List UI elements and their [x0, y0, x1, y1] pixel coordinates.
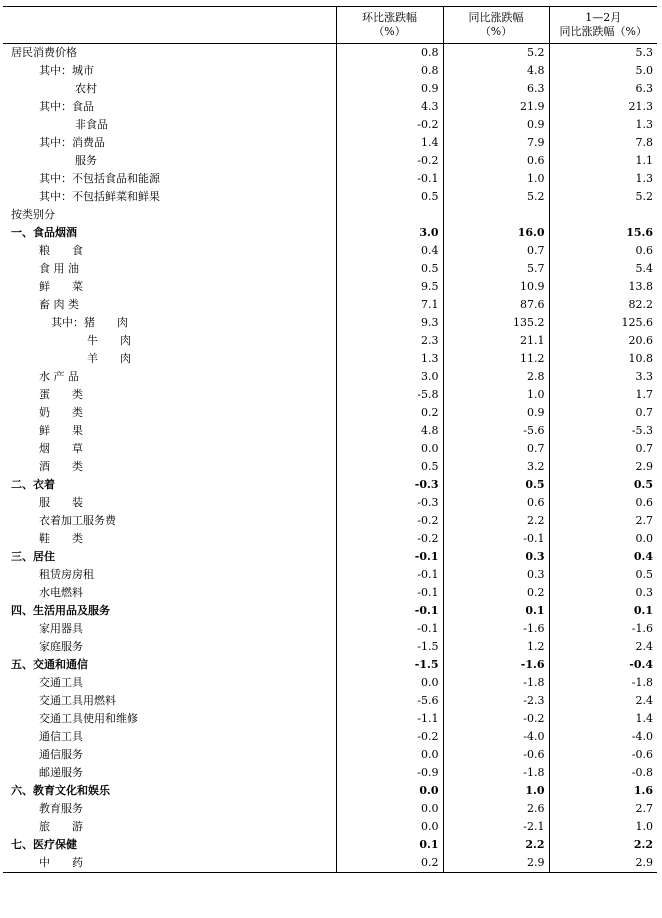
row-label-text: 粮 食: [39, 244, 83, 257]
mom-value: 1.3: [336, 350, 443, 368]
yoy-value: 1.0: [443, 782, 549, 800]
row-label-text: 蛋 类: [39, 388, 83, 401]
header-ytd: [549, 7, 657, 44]
row-label: [3, 350, 336, 368]
mom-value: -0.2: [336, 728, 443, 746]
row-label-text: 一、食品烟酒: [11, 226, 77, 239]
table-row: [3, 404, 657, 422]
row-label: [3, 476, 336, 494]
mom-value: 7.1: [336, 296, 443, 314]
table-row: [3, 584, 657, 602]
row-label: [3, 260, 336, 278]
mom-value: -0.2: [336, 116, 443, 134]
mom-value: 9.3: [336, 314, 443, 332]
yoy-value: 0.3: [443, 548, 549, 566]
yoy-value: 16.0: [443, 224, 549, 242]
mom-value: 0.0: [336, 800, 443, 818]
mom-value: 0.2: [336, 404, 443, 422]
mom-value: 0.0: [336, 818, 443, 836]
mom-value: 0.5: [336, 260, 443, 278]
mom-value: 0.2: [336, 854, 443, 873]
ytd-value: 0.6: [549, 494, 657, 512]
yoy-value: 0.6: [443, 494, 549, 512]
ytd-value: 5.3: [549, 44, 657, 63]
yoy-value: 2.6: [443, 800, 549, 818]
table-row: [3, 260, 657, 278]
mom-value: -0.3: [336, 476, 443, 494]
table-row: [3, 476, 657, 494]
yoy-value: 0.3: [443, 566, 549, 584]
row-label: [3, 818, 336, 836]
mom-value: 0.0: [336, 782, 443, 800]
mom-value: -0.2: [336, 512, 443, 530]
ytd-value: 6.3: [549, 80, 657, 98]
ytd-value: 82.2: [549, 296, 657, 314]
table-row: [3, 512, 657, 530]
row-label-text: 水 产 品: [39, 370, 79, 383]
mom-value: -0.3: [336, 494, 443, 512]
row-label-text: 按类别分: [11, 208, 55, 221]
yoy-value: 0.9: [443, 404, 549, 422]
yoy-value: 1.0: [443, 386, 549, 404]
row-label-text: 六、教育文化和娱乐: [11, 784, 110, 797]
row-label: [3, 206, 336, 224]
ytd-value: -0.4: [549, 656, 657, 674]
row-label: [3, 386, 336, 404]
row-label: [3, 368, 336, 386]
row-label: [3, 134, 336, 152]
ytd-value: -4.0: [549, 728, 657, 746]
row-label-text: 四、生活用品及服务: [11, 604, 110, 617]
row-label-text: 家庭服务: [39, 640, 83, 653]
ytd-value: -0.8: [549, 764, 657, 782]
row-label-text: 中 药: [39, 856, 83, 869]
table-row: [3, 854, 657, 873]
mom-value: -0.1: [336, 584, 443, 602]
row-label-text: 交通工具用燃料: [39, 694, 116, 707]
table-row: [3, 314, 657, 332]
header-ytd-line2: 同比涨跌幅（%）: [559, 25, 647, 38]
ytd-value: -1.8: [549, 674, 657, 692]
row-label-text: 鞋 类: [39, 532, 83, 545]
mom-value: -0.1: [336, 170, 443, 188]
table-row: [3, 116, 657, 134]
mom-value: 0.9: [336, 80, 443, 98]
ytd-value: 7.8: [549, 134, 657, 152]
row-label: [3, 656, 336, 674]
table-row: [3, 494, 657, 512]
row-label-text: 其中：食品: [39, 100, 94, 113]
row-label: [3, 188, 336, 206]
row-label-text: 其中：不包括食品和能源: [39, 172, 160, 185]
ytd-value: -5.3: [549, 422, 657, 440]
yoy-value: -0.6: [443, 746, 549, 764]
ytd-value: 0.7: [549, 440, 657, 458]
ytd-value: 2.7: [549, 512, 657, 530]
yoy-value: 3.2: [443, 458, 549, 476]
row-label: [3, 764, 336, 782]
table-row: [3, 656, 657, 674]
row-label: [3, 116, 336, 134]
row-label-text: 服务: [75, 154, 97, 167]
row-label-text: 三、居住: [11, 550, 55, 563]
table-row: [3, 746, 657, 764]
table-row: [3, 530, 657, 548]
yoy-value: [443, 206, 549, 224]
ytd-value: 1.0: [549, 818, 657, 836]
yoy-value: 2.8: [443, 368, 549, 386]
mom-value: 0.4: [336, 242, 443, 260]
table-row: [3, 602, 657, 620]
row-label-text: 非食品: [75, 118, 108, 131]
ytd-value: 10.8: [549, 350, 657, 368]
table-row: [3, 80, 657, 98]
mom-value: 1.4: [336, 134, 443, 152]
yoy-value: 21.9: [443, 98, 549, 116]
row-label: [3, 80, 336, 98]
table-row: [3, 692, 657, 710]
row-label-text: 旅 游: [39, 820, 83, 833]
yoy-value: 0.5: [443, 476, 549, 494]
row-label: [3, 242, 336, 260]
row-label: [3, 494, 336, 512]
yoy-value: 0.7: [443, 440, 549, 458]
row-label-text: 水电燃料: [39, 586, 83, 599]
row-label: [3, 440, 336, 458]
table-header: [3, 7, 657, 44]
row-label-text: 居民消费价格: [11, 46, 77, 59]
yoy-value: 0.1: [443, 602, 549, 620]
table-row: [3, 566, 657, 584]
yoy-value: -1.6: [443, 656, 549, 674]
row-label: [3, 602, 336, 620]
row-label: [3, 692, 336, 710]
row-label: [3, 98, 336, 116]
yoy-value: 21.1: [443, 332, 549, 350]
yoy-value: 5.2: [443, 44, 549, 63]
yoy-value: 2.2: [443, 512, 549, 530]
yoy-value: 2.2: [443, 836, 549, 854]
table-row: [3, 368, 657, 386]
yoy-value: -4.0: [443, 728, 549, 746]
row-label: [3, 422, 336, 440]
yoy-value: 1.2: [443, 638, 549, 656]
table-row: [3, 332, 657, 350]
table-row: [3, 296, 657, 314]
mom-value: -0.1: [336, 548, 443, 566]
ytd-value: -0.6: [549, 746, 657, 764]
yoy-value: -1.8: [443, 674, 549, 692]
mom-value: 3.0: [336, 224, 443, 242]
row-label-text: 鲜 果: [39, 424, 83, 437]
ytd-value: 0.4: [549, 548, 657, 566]
yoy-value: 2.9: [443, 854, 549, 873]
table-row: [3, 836, 657, 854]
yoy-value: -5.6: [443, 422, 549, 440]
ytd-value: 2.7: [549, 800, 657, 818]
ytd-value: [549, 206, 657, 224]
ytd-value: 15.6: [549, 224, 657, 242]
row-label: [3, 62, 336, 80]
yoy-value: 5.2: [443, 188, 549, 206]
table-row: [3, 818, 657, 836]
mom-value: 9.5: [336, 278, 443, 296]
ytd-value: 1.4: [549, 710, 657, 728]
table-row: [3, 278, 657, 296]
mom-value: -0.2: [336, 530, 443, 548]
row-label: [3, 584, 336, 602]
mom-value: 0.0: [336, 746, 443, 764]
mom-value: 4.8: [336, 422, 443, 440]
row-label: [3, 800, 336, 818]
mom-value: 3.0: [336, 368, 443, 386]
row-label: [3, 512, 336, 530]
row-label: [3, 278, 336, 296]
table-row: [3, 440, 657, 458]
header-item: [3, 7, 336, 44]
ytd-value: 2.4: [549, 692, 657, 710]
mom-value: 0.5: [336, 188, 443, 206]
row-label-text: 家用器具: [39, 622, 83, 635]
row-label: [3, 566, 336, 584]
ytd-value: 2.4: [549, 638, 657, 656]
row-label: [3, 44, 336, 63]
row-label-text: 七、医疗保健: [11, 838, 77, 851]
table-row: [3, 170, 657, 188]
row-label-text: 食 用 油: [39, 262, 79, 275]
row-label: [3, 710, 336, 728]
mom-value: -1.5: [336, 656, 443, 674]
table-row: [3, 548, 657, 566]
yoy-value: -1.8: [443, 764, 549, 782]
row-label: [3, 638, 336, 656]
row-label-text: 羊 肉: [87, 352, 131, 365]
header-yoy: [443, 7, 549, 44]
table-row: [3, 350, 657, 368]
row-label: [3, 620, 336, 638]
row-label-text: 二、衣着: [11, 478, 55, 491]
row-label-text: 鲜 菜: [39, 280, 83, 293]
table-row: [3, 728, 657, 746]
ytd-value: 5.0: [549, 62, 657, 80]
row-label-text: 交通工具: [39, 676, 83, 689]
ytd-value: 3.3: [549, 368, 657, 386]
row-label-text: 租赁房房租: [39, 568, 94, 581]
ytd-value: 20.6: [549, 332, 657, 350]
row-label-text: 其中：消费品: [39, 136, 105, 149]
mom-value: [336, 206, 443, 224]
table-row: [3, 710, 657, 728]
yoy-value: 1.0: [443, 170, 549, 188]
ytd-value: 0.5: [549, 476, 657, 494]
row-label: [3, 674, 336, 692]
row-label: [3, 530, 336, 548]
ytd-value: 1.1: [549, 152, 657, 170]
row-label: [3, 296, 336, 314]
cpi-table: [3, 6, 657, 873]
ytd-value: 1.3: [549, 170, 657, 188]
table-row: [3, 674, 657, 692]
ytd-value: -1.6: [549, 620, 657, 638]
yoy-value: 10.9: [443, 278, 549, 296]
ytd-value: 13.8: [549, 278, 657, 296]
row-label: [3, 170, 336, 188]
row-label-text: 教育服务: [39, 802, 83, 815]
table-row: [3, 152, 657, 170]
row-label-text: 其中：城市: [39, 64, 94, 77]
mom-value: 0.1: [336, 836, 443, 854]
table-row: [3, 188, 657, 206]
yoy-value: 0.7: [443, 242, 549, 260]
mom-value: 0.5: [336, 458, 443, 476]
header-ytd-line1: 1—2月: [585, 11, 622, 24]
row-label-text: 通信工具: [39, 730, 83, 743]
mom-value: 4.3: [336, 98, 443, 116]
row-label: [3, 224, 336, 242]
yoy-value: 6.3: [443, 80, 549, 98]
ytd-value: 125.6: [549, 314, 657, 332]
row-label-text: 交通工具使用和维修: [39, 712, 138, 725]
row-label: [3, 728, 336, 746]
table-row: [3, 134, 657, 152]
header-mom: [336, 7, 443, 44]
row-label-text: 邮递服务: [39, 766, 83, 779]
yoy-value: 4.8: [443, 62, 549, 80]
mom-value: -0.1: [336, 566, 443, 584]
table-row: [3, 620, 657, 638]
ytd-value: 0.1: [549, 602, 657, 620]
yoy-value: -2.3: [443, 692, 549, 710]
row-label-text: 农村: [75, 82, 97, 95]
row-label-text: 其中：不包括鲜菜和鲜果: [39, 190, 160, 203]
table-row: [3, 800, 657, 818]
table-row: [3, 458, 657, 476]
table-row: [3, 386, 657, 404]
header-mom-line1: 环比涨跌幅: [362, 11, 417, 24]
row-label-text: 奶 类: [39, 406, 83, 419]
mom-value: -0.9: [336, 764, 443, 782]
header-yoy-line2: （%）: [479, 25, 513, 38]
mom-value: 0.0: [336, 674, 443, 692]
ytd-value: 1.3: [549, 116, 657, 134]
yoy-value: 0.6: [443, 152, 549, 170]
ytd-value: 5.4: [549, 260, 657, 278]
row-label-text: 其中：猪 肉: [51, 316, 128, 329]
row-label-text: 衣着加工服务费: [39, 514, 116, 527]
yoy-value: -0.2: [443, 710, 549, 728]
header-yoy-line1: 同比涨跌幅: [468, 11, 524, 24]
mom-value: 0.0: [336, 440, 443, 458]
yoy-value: 11.2: [443, 350, 549, 368]
row-label-text: 通信服务: [39, 748, 83, 761]
row-label-text: 牛 肉: [87, 334, 131, 347]
mom-value: -5.8: [336, 386, 443, 404]
table-row: [3, 638, 657, 656]
yoy-value: 0.9: [443, 116, 549, 134]
table-row: [3, 206, 657, 224]
mom-value: -0.2: [336, 152, 443, 170]
table-row: [3, 764, 657, 782]
row-label: [3, 152, 336, 170]
mom-value: 2.3: [336, 332, 443, 350]
mom-value: 0.8: [336, 44, 443, 63]
table-row: [3, 242, 657, 260]
mom-value: -5.6: [336, 692, 443, 710]
row-label: [3, 404, 336, 422]
yoy-value: -1.6: [443, 620, 549, 638]
ytd-value: 2.9: [549, 854, 657, 873]
ytd-value: 2.2: [549, 836, 657, 854]
table-row: [3, 224, 657, 242]
row-label-text: 五、交通和通信: [11, 658, 88, 671]
yoy-value: 135.2: [443, 314, 549, 332]
mom-value: -0.1: [336, 602, 443, 620]
ytd-value: 1.6: [549, 782, 657, 800]
table-row: [3, 98, 657, 116]
mom-value: -1.1: [336, 710, 443, 728]
ytd-value: 0.6: [549, 242, 657, 260]
row-label: [3, 314, 336, 332]
row-label: [3, 836, 336, 854]
row-label: [3, 782, 336, 800]
ytd-value: 0.3: [549, 584, 657, 602]
table-row: [3, 44, 657, 63]
yoy-value: -2.1: [443, 818, 549, 836]
yoy-value: 7.9: [443, 134, 549, 152]
ytd-value: 1.7: [549, 386, 657, 404]
row-label-text: 畜 肉 类: [39, 298, 79, 311]
row-label: [3, 746, 336, 764]
yoy-value: -0.1: [443, 530, 549, 548]
row-label: [3, 854, 336, 873]
mom-value: -0.1: [336, 620, 443, 638]
ytd-value: 0.5: [549, 566, 657, 584]
ytd-value: 0.0: [549, 530, 657, 548]
table-row: [3, 782, 657, 800]
table-row: [3, 422, 657, 440]
ytd-value: 21.3: [549, 98, 657, 116]
yoy-value: 0.2: [443, 584, 549, 602]
row-label-text: 烟 草: [39, 442, 83, 455]
ytd-value: 5.2: [549, 188, 657, 206]
yoy-value: 5.7: [443, 260, 549, 278]
table-row: [3, 62, 657, 80]
mom-value: -1.5: [336, 638, 443, 656]
row-label: [3, 548, 336, 566]
row-label-text: 酒 类: [39, 460, 83, 473]
row-label: [3, 332, 336, 350]
yoy-value: 87.6: [443, 296, 549, 314]
mom-value: 0.8: [336, 62, 443, 80]
row-label: [3, 458, 336, 476]
row-label-text: 服 装: [39, 496, 83, 509]
ytd-value: 2.9: [549, 458, 657, 476]
ytd-value: 0.7: [549, 404, 657, 422]
header-mom-line2: （%）: [373, 25, 406, 38]
